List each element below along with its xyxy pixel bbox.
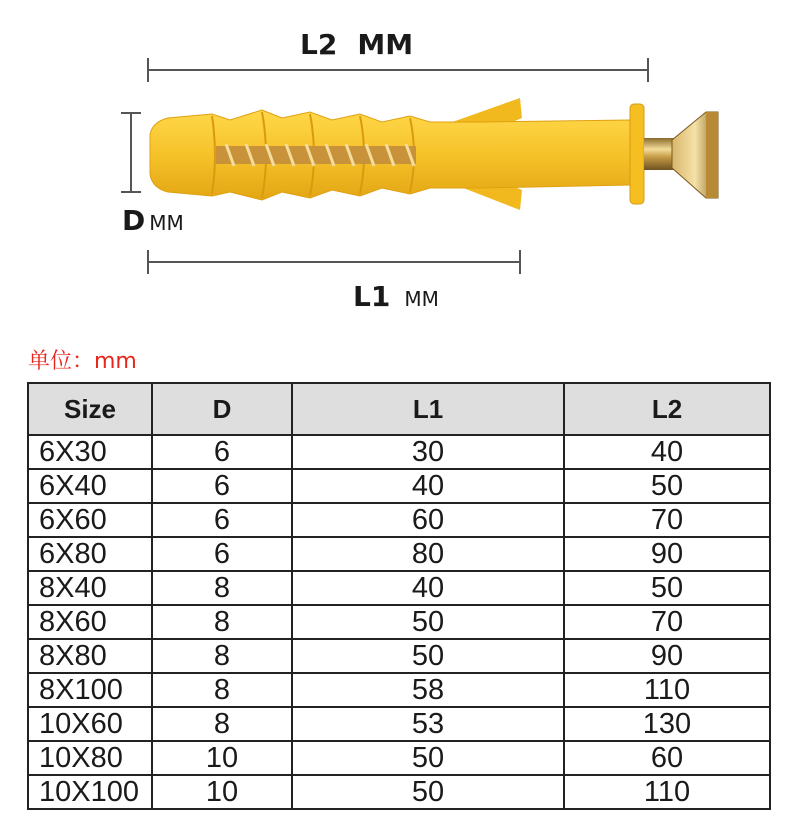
table-row xyxy=(28,775,770,809)
cell-l2: 70 xyxy=(564,605,770,639)
cell-d: 10 xyxy=(152,741,292,775)
d-symbol: D xyxy=(122,204,146,237)
table-row xyxy=(28,639,770,673)
cell-l1: 40 xyxy=(292,469,564,503)
l2-label xyxy=(300,28,413,61)
cell-d: 8 xyxy=(152,707,292,741)
cell-size: 6X80 xyxy=(28,537,152,571)
l2-unit: MM xyxy=(357,28,414,61)
table-row xyxy=(28,673,770,707)
cell-d: 6 xyxy=(152,503,292,537)
cell-size: 6X40 xyxy=(28,469,152,503)
d-unit: MM xyxy=(149,211,184,235)
anchor-diagram xyxy=(0,0,792,330)
header-l1: L1 xyxy=(292,383,564,435)
cell-size: 8X40 xyxy=(28,571,152,605)
cell-l1: 60 xyxy=(292,503,564,537)
table-header-row xyxy=(28,383,770,435)
header-size: Size xyxy=(28,383,152,435)
cell-l1: 50 xyxy=(292,639,564,673)
cell-l2: 110 xyxy=(564,775,770,809)
cell-l1: 30 xyxy=(292,435,564,469)
cell-l2: 70 xyxy=(564,503,770,537)
cell-size: 8X60 xyxy=(28,605,152,639)
table-row xyxy=(28,503,770,537)
cell-l2: 50 xyxy=(564,469,770,503)
cell-l1: 50 xyxy=(292,775,564,809)
cell-l1: 53 xyxy=(292,707,564,741)
cell-d: 6 xyxy=(152,435,292,469)
table-row xyxy=(28,605,770,639)
screw xyxy=(644,112,718,198)
cell-d: 6 xyxy=(152,469,292,503)
table-body xyxy=(28,435,770,809)
cell-l2: 40 xyxy=(564,435,770,469)
l2-symbol: L2 xyxy=(300,28,338,61)
spec-table xyxy=(27,382,771,810)
table-row xyxy=(28,435,770,469)
l1-label xyxy=(353,280,439,313)
cell-l1: 40 xyxy=(292,571,564,605)
cell-d: 8 xyxy=(152,639,292,673)
table-row xyxy=(28,469,770,503)
cell-d: 6 xyxy=(152,537,292,571)
l1-dimension-line xyxy=(148,250,520,274)
l1-unit: MM xyxy=(404,287,439,311)
cell-l2: 50 xyxy=(564,571,770,605)
cell-l1: 58 xyxy=(292,673,564,707)
cell-d: 8 xyxy=(152,571,292,605)
header-l2: L2 xyxy=(564,383,770,435)
table-row xyxy=(28,707,770,741)
cell-d: 8 xyxy=(152,673,292,707)
unit-note: 单位：mm xyxy=(28,349,137,374)
cell-size: 6X30 xyxy=(28,435,152,469)
cell-size: 8X80 xyxy=(28,639,152,673)
cell-size: 10X100 xyxy=(28,775,152,809)
table-row xyxy=(28,571,770,605)
table-row xyxy=(28,537,770,571)
cell-l2: 90 xyxy=(564,537,770,571)
d-dimension-line xyxy=(121,113,141,192)
l1-symbol: L1 xyxy=(353,280,391,313)
cell-l2: 130 xyxy=(564,707,770,741)
cell-d: 10 xyxy=(152,775,292,809)
l2-dimension-line xyxy=(148,58,648,82)
cell-size: 10X60 xyxy=(28,707,152,741)
cell-l1: 50 xyxy=(292,605,564,639)
cell-size: 10X80 xyxy=(28,741,152,775)
cell-l2: 110 xyxy=(564,673,770,707)
cell-size: 6X60 xyxy=(28,503,152,537)
table-row xyxy=(28,741,770,775)
cell-size: 8X100 xyxy=(28,673,152,707)
cell-l2: 60 xyxy=(564,741,770,775)
cell-l2: 90 xyxy=(564,639,770,673)
d-label xyxy=(122,204,184,237)
cell-l1: 80 xyxy=(292,537,564,571)
cell-d: 8 xyxy=(152,605,292,639)
cell-l1: 50 xyxy=(292,741,564,775)
wall-plug xyxy=(150,98,644,210)
header-d: D xyxy=(152,383,292,435)
